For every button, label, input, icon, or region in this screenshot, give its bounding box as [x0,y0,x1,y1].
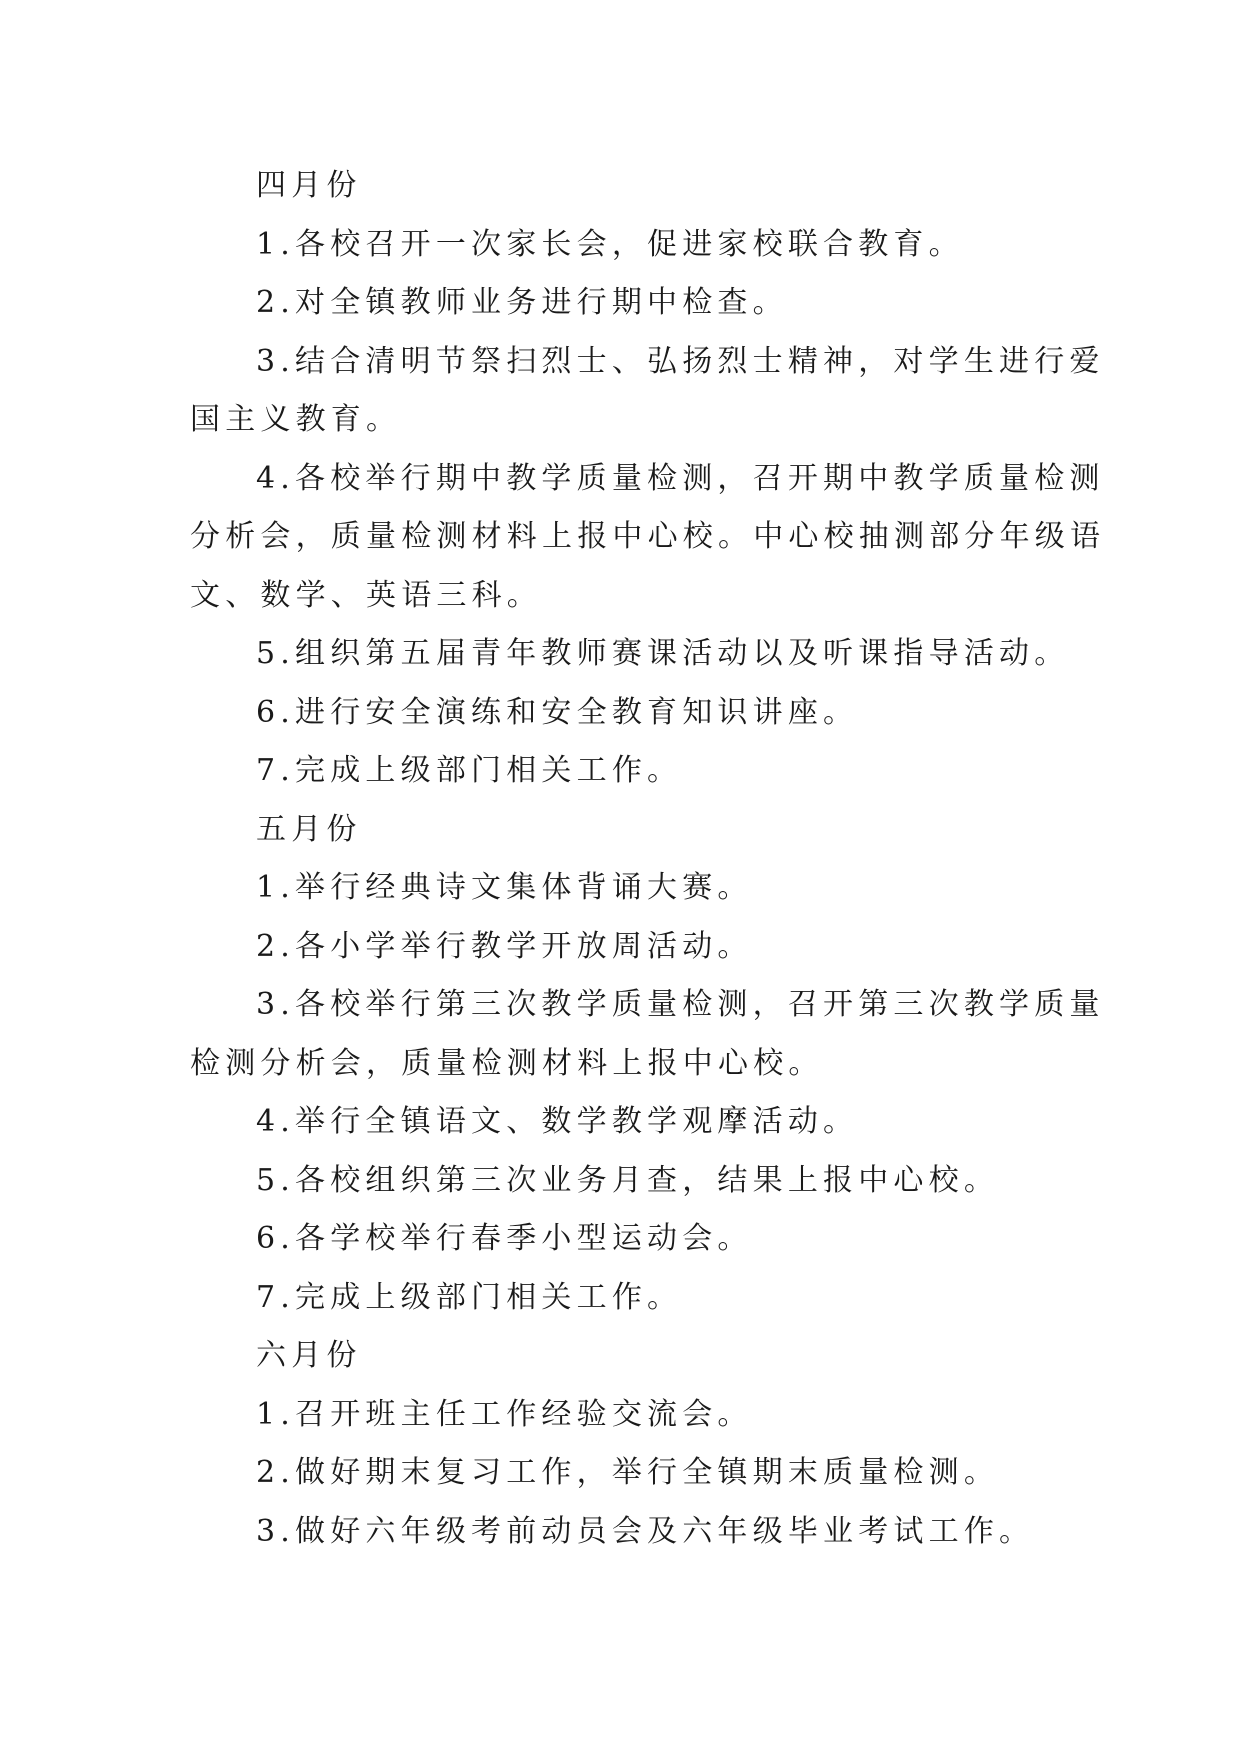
may-item-5: 5.各校组织第三次业务月查，结果上报中心校。 [256,1162,1000,1198]
april-item-4-line-2: 分析会，质量检测材料上报中心校。中心校抽测部分年级语 [190,519,1106,554]
may-item-4: 4.举行全镇语文、数学教学观摩活动。 [256,1104,859,1139]
june-item-2: 2.做好期末复习工作，举行全镇期末质量检测。 [256,1455,1000,1490]
may-item-1: 1.举行经典诗文集体背诵大赛。 [256,870,753,905]
may-item-7: 7.完成上级部门相关工作。 [256,1279,683,1315]
april-item-4-line-1: 4.各校举行期中教学质量检测，召开期中教学质量检测 [256,460,1105,496]
april-item-6: 6.进行安全演练和安全教育知识讲座。 [256,694,859,730]
document-body [190,157,1106,1561]
may-item-3-line-2: 检测分析会，质量检测材料上报中心校。 [190,1045,824,1081]
month-heading-june: 六月份 [256,1338,362,1373]
april-item-3-line-2: 国主义教育。 [190,402,402,437]
month-heading-may: 五月份 [256,811,362,847]
month-heading-april: 四月份 [256,168,362,203]
april-item-4-line-3: 文、数学、英语三科。 [190,577,542,613]
may-item-3-line-1: 3.各校举行第三次教学质量检测，召开第三次教学质量 [256,987,1105,1022]
may-item-6: 6.各学校举行春季小型运动会。 [256,1221,753,1256]
april-item-3-line-1: 3.结合清明节祭扫烈士、弘扬烈士精神，对学生进行爱 [256,343,1105,379]
june-item-1: 1.召开班主任工作经验交流会。 [256,1396,753,1432]
april-item-5: 5.组织第五届青年教师赛课活动以及听课指导活动。 [256,636,1070,671]
may-item-2: 2.各小学举行教学开放周活动。 [256,928,753,964]
april-item-2: 2.对全镇教师业务进行期中检查。 [256,285,788,320]
june-item-3: 3.做好六年级考前动员会及六年级毕业考试工作。 [256,1513,1035,1549]
april-item-1: 1.各校召开一次家长会，促进家校联合教育。 [256,226,964,262]
april-item-7: 7.完成上级部门相关工作。 [256,753,683,788]
